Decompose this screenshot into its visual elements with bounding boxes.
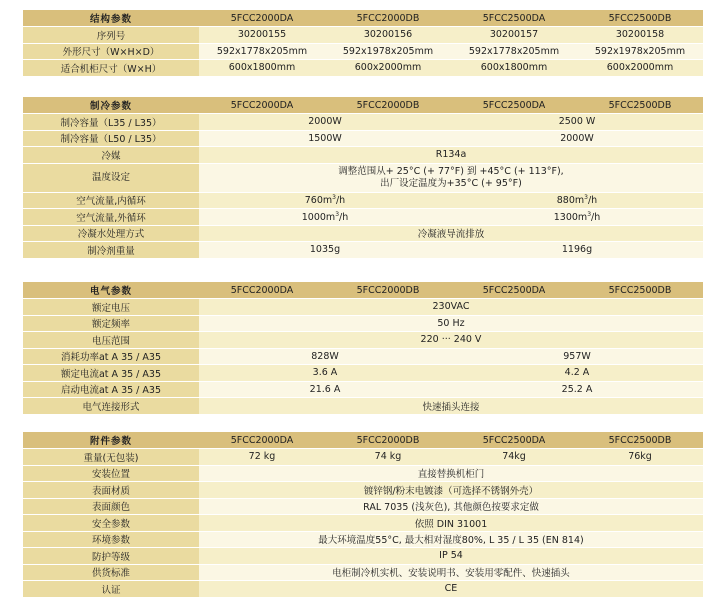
cell: 依照 DIN 31001 [199,515,703,532]
table-row [23,548,703,565]
value: 760m [304,195,333,207]
model-header: 5FCC2000DB [325,432,451,449]
table-row [23,398,703,415]
temp-range-text: 调整范围从+ 25°C (+ 77°F) 到 +45°C (+ 113°F), [338,165,564,177]
row-label: 认证 [23,581,199,598]
cell: 600x2000mm [577,60,703,77]
cell: RAL 7035 (浅灰色), 其他颜色按要求定做 [199,498,703,515]
cell: IP 54 [199,548,703,565]
table-row [23,515,703,532]
cell: 2000W [199,114,451,131]
row-label: 序列号 [23,27,199,44]
cell: 最大环境温度55°C, 最大相对湿度80%, L 35 / L 35 (EN 814) [199,531,703,548]
model-header: 5FCC2500DA [451,97,577,114]
table-row [23,365,703,382]
cooling-table [23,97,703,259]
table-row [23,531,703,548]
table-row [23,332,703,349]
cell: 3.6 A [199,365,451,382]
row-label: 外形尺寸（W×H×D） [23,43,199,60]
cell: 230VAC [199,299,703,316]
table-row [23,225,703,242]
table-row [23,147,703,164]
row-label: 空气流量,内循环 [23,192,199,209]
table-row [23,299,703,316]
table-row [23,564,703,581]
cell: 1035g [199,242,451,259]
row-label: 冷媒 [23,147,199,164]
cell: 1196g [451,242,703,259]
cell: 30200155 [199,27,325,44]
model-header: 5FCC2500DB [577,10,703,27]
model-header: 5FCC2500DA [451,282,577,299]
table-row [23,465,703,482]
unit-superscript: 3 [335,210,340,218]
cell: 21.6 A [199,381,451,398]
cell [199,163,703,192]
cell: 冷凝液导流排放 [199,225,703,242]
row-label: 冷凝水处理方式 [23,225,199,242]
table-row [23,209,703,226]
row-label: 防护等级 [23,548,199,565]
cell: 2500 W [451,114,703,131]
cell: 74kg [451,449,577,466]
structure-table [23,10,703,77]
row-label: 空气流量,外循环 [23,209,199,226]
table-row [23,498,703,515]
table-row [23,381,703,398]
unit-superscript: 3 [587,210,592,218]
table-row [23,60,703,77]
model-header: 5FCC2500DA [451,432,577,449]
cell: 74 kg [325,449,451,466]
cell: 72 kg [199,449,325,466]
cell: 600x1800mm [451,60,577,77]
table-header-row [23,97,703,114]
table-row [23,130,703,147]
cell [451,209,703,226]
model-header: 5FCC2500DB [577,282,703,299]
cell: 快速插头连接 [199,398,703,415]
unit-suffix: /h [591,211,601,223]
row-label: 制冷容量（L50 / L35） [23,130,199,147]
model-header: 5FCC2000DA [199,432,325,449]
cell: 1500W [199,130,451,147]
cell [199,192,451,209]
cell: 4.2 A [451,365,703,382]
model-header: 5FCC2000DB [325,97,451,114]
model-header: 5FCC2000DB [325,10,451,27]
cell: 30200157 [451,27,577,44]
cell: R134a [199,147,703,164]
row-label: 电气连接形式 [23,398,199,415]
row-label: 表面颜色 [23,498,199,515]
table-row [23,27,703,44]
section-title: 附件参数 [23,432,199,449]
row-label: 安全参数 [23,515,199,532]
row-label: 额定频率 [23,315,199,332]
cell: 592x1978x205mm [577,43,703,60]
cell: 镀锌钢/粉末电镀漆（可选择不锈钢外壳） [199,482,703,499]
row-label: 额定电流at A 35 / A35 [23,365,199,382]
cell [451,192,703,209]
row-label: 表面材质 [23,482,199,499]
cell: 957W [451,348,703,365]
cell: 600x1800mm [199,60,325,77]
cell: 电柜制冷机实机、安装说明书、安装用零配件、快速插头 [199,564,703,581]
cell: 592x1978x205mm [325,43,451,60]
row-label: 制冷容量（L35 / L35） [23,114,199,131]
unit-suffix: /h [339,211,349,223]
row-label: 适合机柜尺寸（W×H） [23,60,199,77]
model-header: 5FCC2000DA [199,282,325,299]
row-label: 重量(无包装) [23,449,199,466]
value: 1300m [553,211,588,223]
cell: 50 Hz [199,315,703,332]
row-label: 额定电压 [23,299,199,316]
cell: 592x1778x205mm [199,43,325,60]
cell: 2000W [451,130,703,147]
table-row [23,192,703,209]
table-row [23,348,703,365]
value: 880m [556,195,585,207]
unit-superscript: 3 [332,194,336,202]
table-row [23,242,703,259]
row-label: 供货标准 [23,564,199,581]
table-row [23,163,703,192]
row-label: 环境参数 [23,531,199,548]
model-header: 5FCC2000DA [199,97,325,114]
model-header: 5FCC2000DA [199,10,325,27]
table-row [23,581,703,598]
table-row [23,114,703,131]
model-header: 5FCC2500DB [577,432,703,449]
row-label: 制冷剂重量 [23,242,199,259]
table-row [23,315,703,332]
cell: 600x2000mm [325,60,451,77]
cell: 30200156 [325,27,451,44]
cell: 76kg [577,449,703,466]
cell: 直接替换机柜门 [199,465,703,482]
cell: 220 ··· 240 V [199,332,703,349]
model-header: 5FCC2500DA [451,10,577,27]
cell [199,209,451,226]
cell: 25.2 A [451,381,703,398]
section-title: 结构参数 [23,10,199,27]
unit-suffix: /h [587,195,598,207]
section-title: 电气参数 [23,282,199,299]
table-row [23,482,703,499]
cell: 30200158 [577,27,703,44]
temp-default-text: 出厂设定温度为+35°C (+ 95°F) [380,177,522,189]
value: 1000m [301,211,336,223]
row-label: 安装位置 [23,465,199,482]
cell: 592x1778x205mm [451,43,577,60]
section-title: 制冷参数 [23,97,199,114]
table-header-row [23,282,703,299]
table-row [23,449,703,466]
row-label: 启动电流at A 35 / A35 [23,381,199,398]
unit-suffix: /h [335,195,346,207]
table-header-row [23,432,703,449]
electrical-table [23,282,703,415]
row-label: 消耗功率at A 35 / A35 [23,348,199,365]
unit-superscript: 3 [584,194,588,202]
model-header: 5FCC2000DB [325,282,451,299]
table-header-row [23,10,703,27]
row-label: 电压范围 [23,332,199,349]
table-row [23,43,703,60]
accessories-table [23,432,703,598]
cell: 828W [199,348,451,365]
model-header: 5FCC2500DB [577,97,703,114]
row-label: 温度设定 [23,163,199,192]
cell: CE [199,581,703,598]
